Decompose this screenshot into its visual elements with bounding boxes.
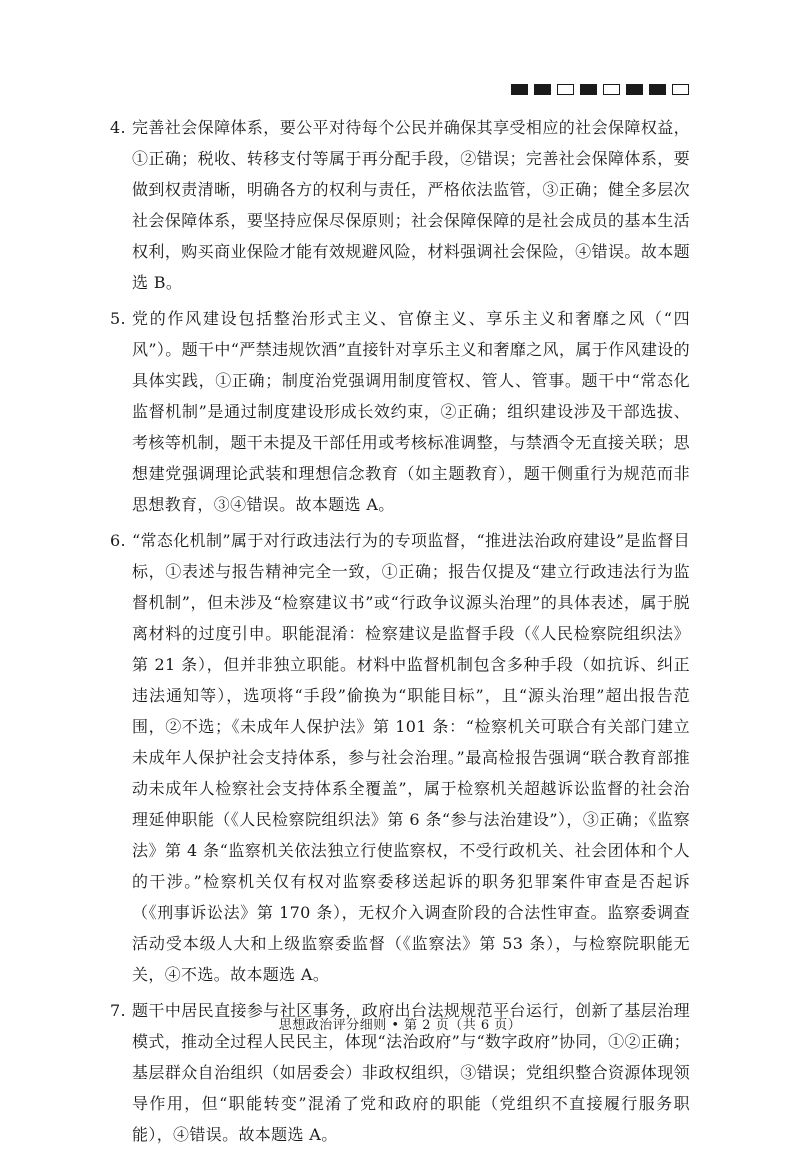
filled-square-mark <box>511 84 528 95</box>
item-text: 题干中居民直接参与社区事务，政府出台法规规范平台运行，创新了基层治理模式，推动全过程人民民主，体现“法治政府”与“数字政府”协同，①②正确；基层群众自治组织（如居委会）非政权组织，③错误；党组织整合资源体现领导作用，但“职能转变”混淆了党和政府的职能（党组织不直接履行服务职能），④错误。故本题选 A。 <box>132 1001 690 1144</box>
filled-square-mark <box>534 84 551 95</box>
item-text: “常态化机制”属于对行政违法行为的专项监督，“推进法治政府建设”是监督目标，①表述与报告精神完全一致，①正确；报告仅提及“建立行政违法行为监督机制”，但未涉及“检察建议书”或“行政争议源头治理”的具体表述，属于脱离材料的过度引申。职能混淆：检察建议是监督手段（《人民检察院组织法》第 21 条），但并非独立职能。材料中监督机制包含多种手段（如抗诉、纠正违法通知等），选项将“手段”偷换为“职能目标”，且“源头治理”超出报告范围，②不选；《未成年人保护法》第 101 条：“检察机关可联合有关部门建立未成年人保护社会支持体系，参与社会治理。”最高检报告强调“联合教育部推动未成年人检察社会支持体系全覆盖”，属于检察机关超越诉讼监督的社会治理延伸职能（《人民检察院组织法》第 6 条“参与法治建设”），③正确；《监察法》第 4 条“监察机关依法独立行使监察权，不受行政机关、社会团体和个人的干涉。”检察机关仅有权对监察委移送起诉的职务犯罪案件审查是否起诉（《刑事诉讼法》第 170 条），无权介入调查阶段的合法性审查。监察委调查活动受本级人大和上级监察委监督（《监察法》第 53 条），与检察院职能无关，④不选。故本题选 A。 <box>132 531 690 984</box>
empty-square-mark <box>672 84 689 95</box>
item-text: 党的作风建设包括整治形式主义、官僚主义、享乐主义和奢靡之风（“四风”）。题干中“严禁违规饮酒”直接针对享乐主义和奢靡之风，属于作风建设的具体实践，①正确；制度治党强调用制度管权、管人、管事。题干中“常态化监督机制”是通过制度建设形成长效约束，②正确；组织建设涉及干部选拔、考核等机制，题干未提及干部任用或考核标准调整，与禁酒令无直接关联；思想建党强调理论武装和理想信念教育（如主题教育），题干侧重行为规范而非思想教育，③④错误。故本题选 A。 <box>132 309 690 514</box>
item-number: 5. <box>110 309 126 328</box>
filled-square-mark <box>580 84 597 95</box>
filled-square-mark <box>649 84 666 95</box>
page-footer: 思想政治评分细则 • 第 2 页（共 6 页） <box>278 1018 522 1033</box>
answer-item <box>110 303 690 520</box>
page-marker-squares <box>511 84 689 95</box>
empty-square-mark <box>603 84 620 95</box>
item-number: 4. <box>110 118 126 137</box>
answer-item <box>110 525 690 990</box>
filled-square-mark <box>626 84 643 95</box>
item-text: 完善社会保障体系，要公平对待每个公民并确保其享受相应的社会保障权益，①正确；税收、转移支付等属于再分配手段，②错误；完善社会保障体系，要做到权责清晰，明确各方的权利与责任，严格依法监管，③正确；健全多层次社会保障体系，要坚持应保尽保原则；社会保障保障的是社会成员的基本生活权利，购买商业保险才能有效规避风险，材料强调社会保险，④错误。故本题选 B。 <box>132 118 690 292</box>
answer-explanations <box>110 112 690 1155</box>
item-number: 6. <box>110 531 126 550</box>
item-number: 7. <box>110 1001 126 1020</box>
empty-square-mark <box>557 84 574 95</box>
answer-item <box>110 112 690 298</box>
